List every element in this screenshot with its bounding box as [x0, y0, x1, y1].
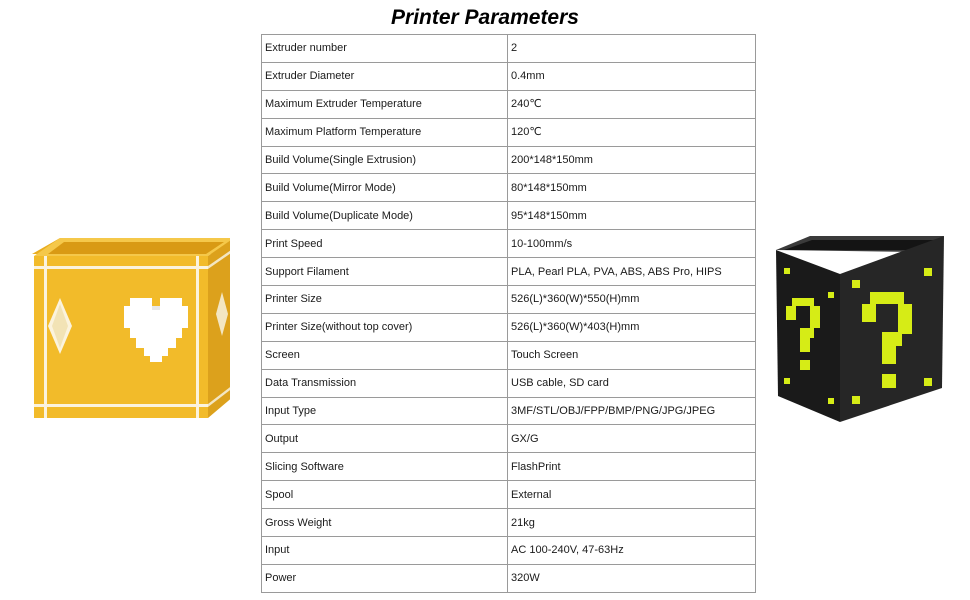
- table-row: [262, 258, 756, 286]
- parameter-value: 2: [508, 35, 756, 63]
- table-row: [262, 481, 756, 509]
- parameter-label: Print Speed: [262, 230, 508, 258]
- table-row: [262, 509, 756, 537]
- parameter-label: Extruder number: [262, 35, 508, 63]
- parameter-label: Spool: [262, 481, 508, 509]
- parameter-label: Slicing Software: [262, 453, 508, 481]
- table-row: [262, 341, 756, 369]
- table-row: [262, 35, 756, 63]
- black-question-cube-image: [770, 228, 950, 428]
- parameter-label: Power: [262, 564, 508, 592]
- parameter-label: Maximum Extruder Temperature: [262, 90, 508, 118]
- parameter-value: 320W: [508, 564, 756, 592]
- parameter-value: 0.4mm: [508, 62, 756, 90]
- parameter-label: Data Transmission: [262, 369, 508, 397]
- table-row: [262, 425, 756, 453]
- parameter-value: USB cable, SD card: [508, 369, 756, 397]
- parameter-value: 3MF/STL/OBJ/FPP/BMP/PNG/JPG/JPEG: [508, 397, 756, 425]
- parameter-value: GX/G: [508, 425, 756, 453]
- table-row: [262, 313, 756, 341]
- parameter-label: Input Type: [262, 397, 508, 425]
- parameter-value: 21kg: [508, 509, 756, 537]
- parameter-value: 526(L)*360(W)*550(H)mm: [508, 286, 756, 314]
- parameter-value: 120℃: [508, 118, 756, 146]
- parameter-value: 80*148*150mm: [508, 174, 756, 202]
- parameter-value: FlashPrint: [508, 453, 756, 481]
- parameter-label: Input: [262, 537, 508, 565]
- parameter-value: 526(L)*360(W)*403(H)mm: [508, 313, 756, 341]
- parameter-label: Maximum Platform Temperature: [262, 118, 508, 146]
- parameter-label: Build Volume(Mirror Mode): [262, 174, 508, 202]
- parameter-value: Touch Screen: [508, 341, 756, 369]
- parameter-value: 10-100mm/s: [508, 230, 756, 258]
- parameter-label: Gross Weight: [262, 509, 508, 537]
- parameter-label: Screen: [262, 341, 508, 369]
- parameter-label: Extruder Diameter: [262, 62, 508, 90]
- parameter-value: AC 100-240V, 47-63Hz: [508, 537, 756, 565]
- parameter-value: 95*148*150mm: [508, 202, 756, 230]
- page-title: Printer Parameters: [391, 6, 579, 29]
- printer-parameters-table: [261, 34, 756, 593]
- table-row: [262, 230, 756, 258]
- parameter-label: Output: [262, 425, 508, 453]
- table-row: [262, 174, 756, 202]
- table-row: [262, 564, 756, 592]
- table-row: [262, 146, 756, 174]
- table-row: [262, 453, 756, 481]
- table-row: [262, 397, 756, 425]
- table-row: [262, 62, 756, 90]
- parameter-label: Printer Size(without top cover): [262, 313, 508, 341]
- parameter-label: Build Volume(Single Extrusion): [262, 146, 508, 174]
- parameter-value: PLA, Pearl PLA, PVA, ABS, ABS Pro, HIPS: [508, 258, 756, 286]
- table-row: [262, 202, 756, 230]
- table-row: [262, 286, 756, 314]
- parameter-value: 200*148*150mm: [508, 146, 756, 174]
- table-row: [262, 537, 756, 565]
- parameter-label: Printer Size: [262, 286, 508, 314]
- parameter-value: External: [508, 481, 756, 509]
- table-row: [262, 118, 756, 146]
- yellow-heart-cube-image: [30, 228, 230, 428]
- parameter-label: Build Volume(Duplicate Mode): [262, 202, 508, 230]
- parameter-label: Support Filament: [262, 258, 508, 286]
- table-row: [262, 369, 756, 397]
- parameter-value: 240℃: [508, 90, 756, 118]
- table-row: [262, 90, 756, 118]
